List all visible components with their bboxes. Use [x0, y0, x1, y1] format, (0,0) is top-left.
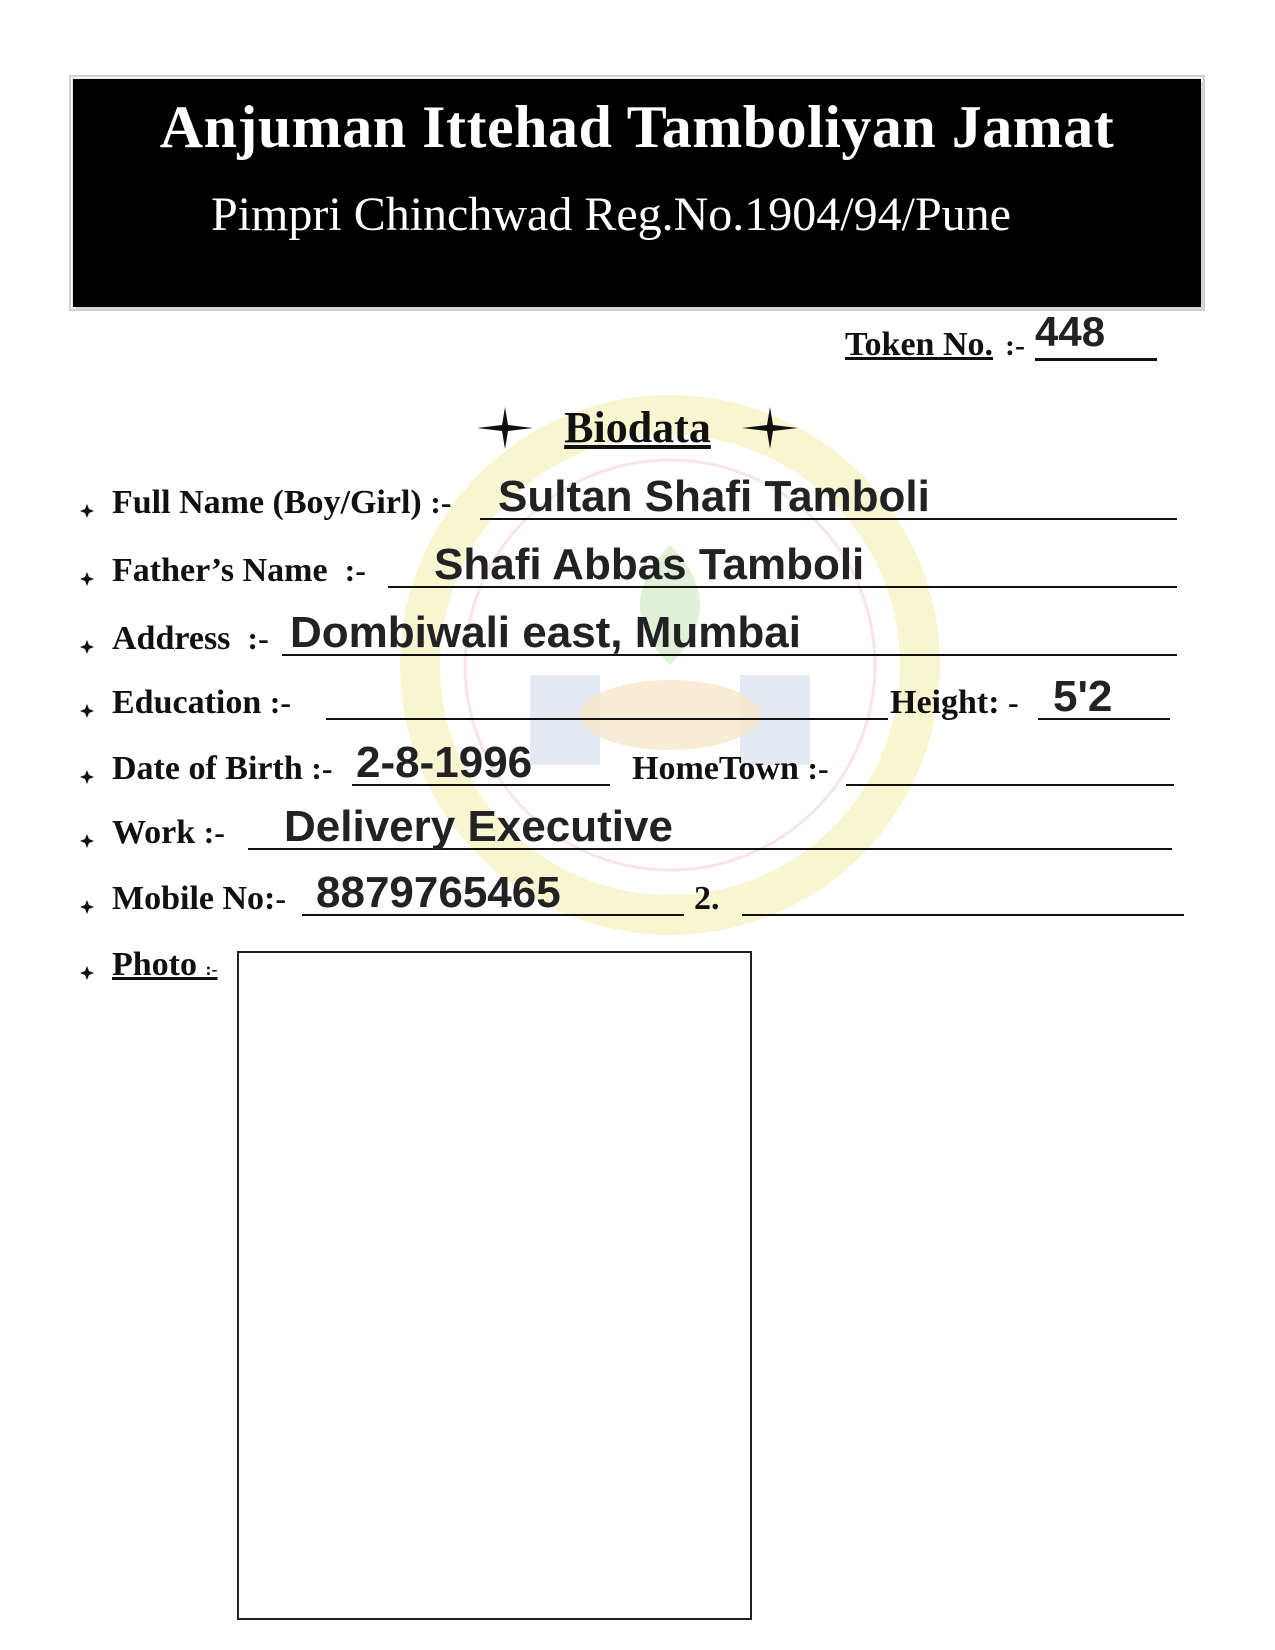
- work-row: [80, 796, 1180, 856]
- photo-box[interactable]: [237, 951, 752, 1620]
- dob-label: Date of Birth :-: [112, 750, 333, 787]
- dob-value: 2-8-1996: [356, 738, 533, 787]
- address-label: Address :-: [112, 620, 269, 657]
- photo-label: Photo :-: [112, 946, 218, 983]
- biodata-heading: [0, 398, 1275, 453]
- diamond-bullet-icon: [80, 966, 94, 980]
- token-value: 448: [1035, 308, 1106, 355]
- mobile2-label: 2.: [694, 880, 720, 917]
- diamond-bullet-icon: [80, 900, 94, 914]
- organization-title: Anjuman Ittehad Tamboliyan Jamat: [159, 94, 1115, 160]
- diamond-bullet-icon: [80, 640, 94, 654]
- father-name-label: Father’s Name :-: [112, 552, 366, 589]
- header-banner: [73, 79, 1201, 307]
- height-label: Height: -: [890, 684, 1019, 721]
- address-value: Dombiwali east, Mumbai: [290, 608, 801, 657]
- diamond-bullet-icon: [80, 504, 94, 518]
- father-name-row: [80, 534, 1180, 594]
- mobile2-field[interactable]: [742, 858, 1184, 916]
- diamond-bullet-icon: [80, 572, 94, 586]
- full-name-label: Full Name (Boy/Girl) :-: [112, 484, 452, 521]
- mobile-label: Mobile No:-: [112, 880, 287, 917]
- hometown-label: HomeTown :-: [632, 750, 829, 787]
- biodata-title: Biodata: [564, 403, 711, 453]
- dob-hometown-row: [80, 732, 1180, 792]
- education-field[interactable]: [326, 662, 888, 720]
- work-value: Delivery Executive: [284, 802, 673, 851]
- token-separator: :-: [1005, 329, 1026, 362]
- star-left-icon: [477, 407, 533, 449]
- diamond-bullet-icon: [80, 770, 94, 784]
- token-field: [1035, 308, 1157, 361]
- mobile-row: [80, 862, 1190, 922]
- education-label: Education :-: [112, 684, 292, 721]
- address-row: [80, 602, 1180, 662]
- full-name-value: Sultan Shafi Tamboli: [498, 472, 930, 521]
- work-label: Work :-: [112, 814, 225, 851]
- token-number: [845, 308, 1157, 364]
- father-name-value: Shafi Abbas Tamboli: [434, 540, 865, 589]
- hometown-field[interactable]: [846, 728, 1174, 786]
- registration-subtitle: Pimpri Chinchwad Reg.No.1904/94/Pune: [211, 188, 1011, 241]
- education-height-row: [80, 666, 1180, 726]
- mobile-value: 8879765465: [316, 868, 561, 917]
- height-value: 5'2: [1053, 672, 1113, 721]
- token-label: Token No.: [845, 326, 994, 363]
- star-right-icon: [742, 407, 798, 449]
- full-name-row: [80, 466, 1180, 526]
- diamond-bullet-icon: [80, 704, 94, 718]
- diamond-bullet-icon: [80, 834, 94, 848]
